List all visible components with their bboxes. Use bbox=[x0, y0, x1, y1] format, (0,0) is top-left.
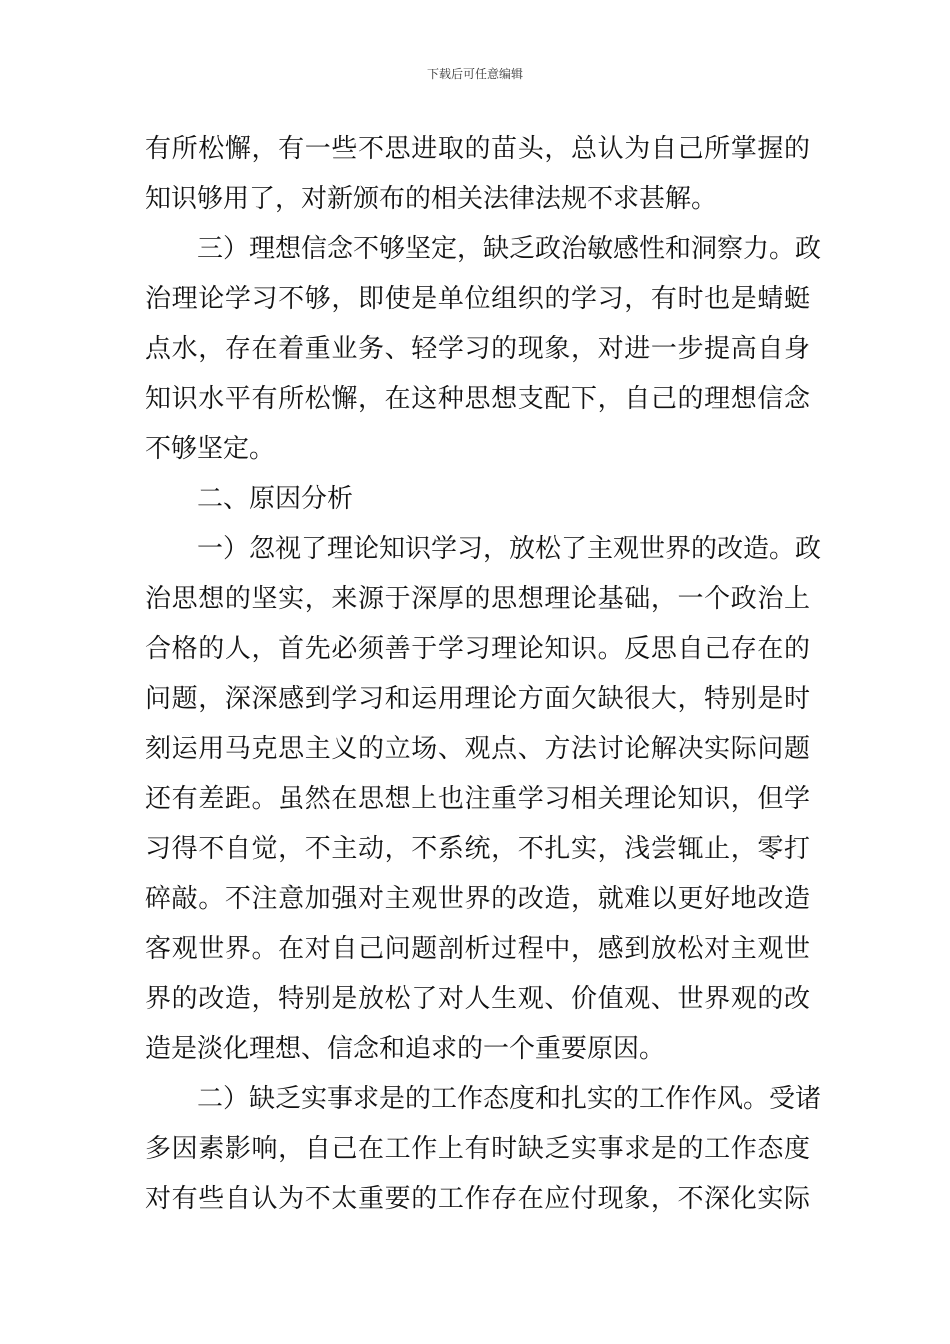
section-heading: 二、原因分析 bbox=[197, 484, 354, 514]
text-line: 治思想的坚实，来源于深厚的思想理论基础，一个政治上 bbox=[145, 584, 810, 614]
text-line: 造是淡化理想、信念和追求的一个重要原因。 bbox=[145, 1034, 666, 1064]
text-line: 点水，存在着重业务、轻学习的现象，对进一步提高自身 bbox=[145, 334, 810, 364]
text-line: 知识够用了，对新颁布的相关法律法规不求甚解。 bbox=[145, 184, 718, 214]
text-line: 不够坚定。 bbox=[145, 434, 276, 464]
text-line: 知识水平有所松懈，在这种思想支配下，自己的理想信念 bbox=[145, 384, 810, 414]
text-line: 有所松懈，有一些不思进取的苗头，总认为自己所掌握的 bbox=[145, 134, 810, 164]
text-line: 问题，深深感到学习和运用理论方面欠缺很大，特别是时 bbox=[145, 684, 810, 714]
paragraph-start-line: 一）忽视了理论知识学习，放松了主观世界的改造。政 bbox=[197, 534, 822, 564]
text-line: 刻运用马克思主义的立场、观点、方法讨论解决实际问题 bbox=[145, 734, 810, 764]
paragraph-start-line: 二）缺乏实事求是的工作态度和扎实的工作作风。受诸 bbox=[197, 1084, 822, 1114]
text-line: 客观世界。在对自己问题剖析过程中，感到放松对主观世 bbox=[145, 934, 810, 964]
body-text bbox=[145, 124, 822, 1224]
text-line: 碎敲。不注意加强对主观世界的改造，就难以更好地改造 bbox=[145, 884, 810, 914]
text-line: 合格的人，首先必须善于学习理论知识。反思自己存在的 bbox=[145, 634, 810, 664]
text-line: 治理论学习不够，即使是单位组织的学习，有时也是蜻蜓 bbox=[145, 284, 810, 314]
text-line: 还有差距。虽然在思想上也注重学习相关理论知识，但学 bbox=[145, 784, 810, 814]
header-note: 下载后可任意编辑 bbox=[426, 67, 523, 81]
text-line: 习得不自觉，不主动，不系统，不扎实，浅尝辄止，零打 bbox=[145, 834, 810, 864]
text-line: 对有些自认为不太重要的工作存在应付现象，不深化实际 bbox=[145, 1184, 810, 1214]
text-line: 界的改造，特别是放松了对人生观、价值观、世界观的改 bbox=[145, 984, 810, 1014]
paragraph-start-line: 三）理想信念不够坚定，缺乏政治敏感性和洞察力。政 bbox=[197, 234, 822, 264]
text-line: 多因素影响，自己在工作上有时缺乏实事求是的工作态度 bbox=[145, 1134, 810, 1164]
